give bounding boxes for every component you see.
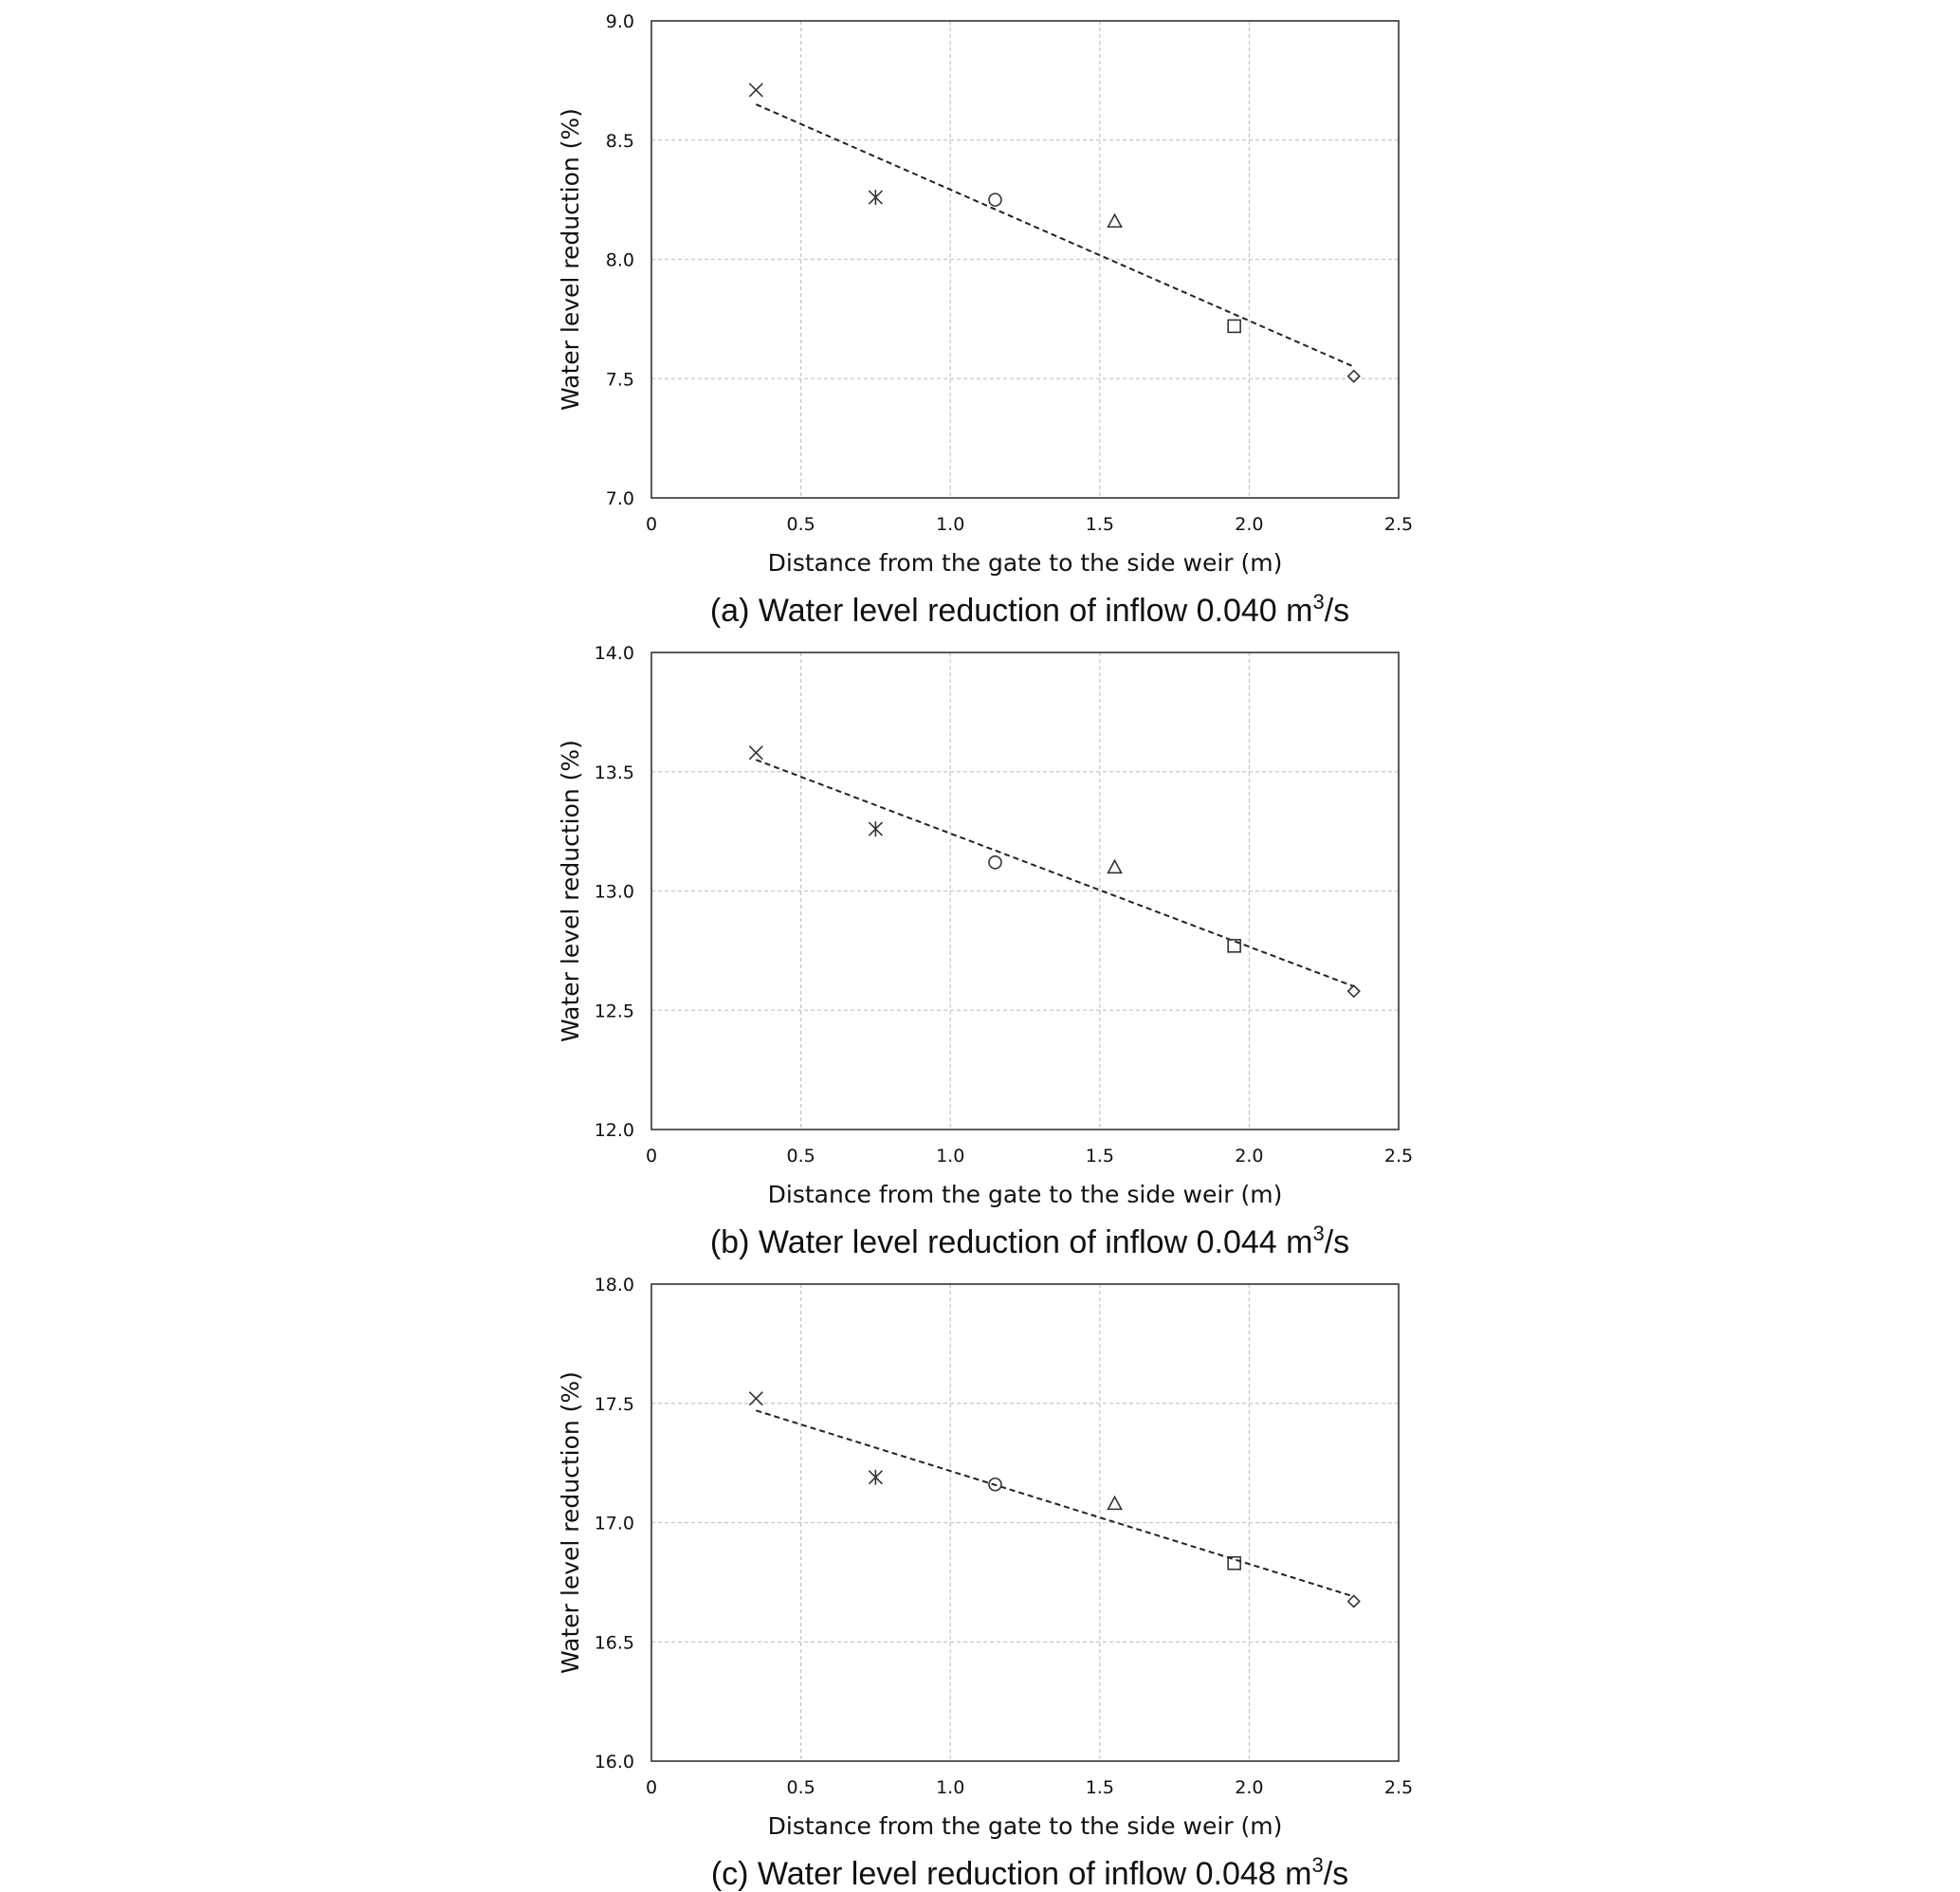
data-point-circle-marker: [989, 856, 1001, 869]
caption-main-text: (b) Water level reduction of inflow 0.044 m: [709, 1224, 1313, 1260]
caption-main-text: (a) Water level reduction of inflow 0.040 m: [709, 593, 1313, 629]
data-point-triangle-marker: [1108, 214, 1122, 227]
data-point-diamond-marker: [1348, 1595, 1360, 1607]
data-point-asterisk-marker: [869, 1470, 882, 1485]
y-tick-label: 13.5: [594, 762, 634, 783]
y-tick-label: 12.5: [594, 1001, 634, 1022]
panel-caption: [710, 1222, 1349, 1260]
data-point-square-marker: [1228, 940, 1240, 952]
x-tick-label: 1.0: [936, 514, 965, 535]
trendline: [756, 760, 1353, 986]
y-tick-label: 17.5: [594, 1393, 634, 1415]
data-point-circle-marker: [989, 193, 1001, 206]
y-tick-label: 14.0: [594, 643, 634, 664]
data-point-asterisk-marker: [869, 190, 882, 205]
data-point-triangle-marker: [1108, 860, 1122, 873]
data-point-x-marker: [749, 83, 762, 97]
x-tick-label: 0.5: [786, 1146, 815, 1166]
y-tick-label: 16.0: [594, 1752, 634, 1773]
y-tick-label: 13.0: [594, 881, 634, 903]
caption-main-text: (c) Water level reduction of inflow 0.048 m: [710, 1856, 1312, 1892]
y-tick-label: 18.0: [594, 1275, 634, 1295]
x-axis-label: Distance from the gate to the side weir (m): [767, 549, 1283, 577]
data-point-triangle-marker: [1108, 1497, 1122, 1509]
x-axis-label: Distance from the gate to the side weir (m): [767, 1181, 1283, 1208]
x-tick-label: 2.0: [1235, 1777, 1264, 1798]
chart-panel-b: [557, 643, 1413, 1260]
y-tick-label: 9.0: [605, 11, 634, 32]
y-axis-label: Water level reduction (%): [557, 108, 584, 411]
caption-superscript: 3: [1312, 590, 1325, 614]
data-point-x-marker: [749, 1392, 762, 1405]
trendline: [756, 104, 1353, 367]
x-tick-label: 0: [645, 1777, 658, 1798]
x-tick-label: 1.5: [1085, 1146, 1114, 1166]
x-tick-label: 0: [645, 1146, 658, 1166]
data-point-asterisk-marker: [869, 821, 882, 836]
y-axis-label: Water level reduction (%): [557, 740, 584, 1042]
panel-caption: [711, 1853, 1348, 1892]
y-axis-label: Water level reduction (%): [557, 1371, 584, 1674]
data-point-diamond-marker: [1348, 371, 1360, 382]
data-point-diamond-marker: [1348, 985, 1360, 997]
caption-unit-suffix: /s: [1323, 1856, 1349, 1892]
x-tick-label: 1.5: [1085, 1777, 1114, 1798]
panel-caption: [710, 590, 1349, 629]
chart-panel-c: [557, 1275, 1413, 1892]
trendline: [756, 1410, 1353, 1596]
y-tick-label: 8.0: [605, 249, 634, 271]
y-tick-label: 8.5: [605, 130, 634, 152]
y-tick-label: 17.0: [594, 1513, 634, 1534]
x-tick-label: 0: [645, 514, 658, 535]
x-tick-label: 1.0: [936, 1146, 965, 1166]
x-axis-label: Distance from the gate to the side weir (m): [767, 1812, 1283, 1840]
y-tick-label: 7.0: [605, 488, 634, 509]
data-point-square-marker: [1228, 320, 1240, 332]
x-tick-label: 2.5: [1383, 1146, 1414, 1166]
x-tick-label: 1.0: [936, 1777, 965, 1798]
caption-unit-suffix: /s: [1324, 1224, 1350, 1260]
x-tick-label: 2.5: [1383, 1777, 1414, 1798]
y-tick-label: 12.0: [594, 1120, 634, 1141]
x-tick-label: 2.5: [1383, 514, 1414, 535]
x-tick-label: 2.0: [1235, 1146, 1264, 1166]
x-tick-label: 0.5: [786, 514, 815, 535]
caption-superscript: 3: [1312, 1222, 1325, 1245]
x-tick-label: 2.0: [1235, 514, 1264, 535]
caption-unit-suffix: /s: [1324, 593, 1350, 629]
chart-panel-a: [557, 11, 1413, 629]
x-tick-label: 1.5: [1085, 514, 1114, 535]
y-tick-label: 7.5: [605, 369, 634, 391]
caption-superscript: 3: [1311, 1853, 1324, 1877]
x-tick-label: 0.5: [786, 1777, 815, 1798]
data-point-x-marker: [749, 746, 762, 760]
y-tick-label: 16.5: [594, 1632, 634, 1654]
